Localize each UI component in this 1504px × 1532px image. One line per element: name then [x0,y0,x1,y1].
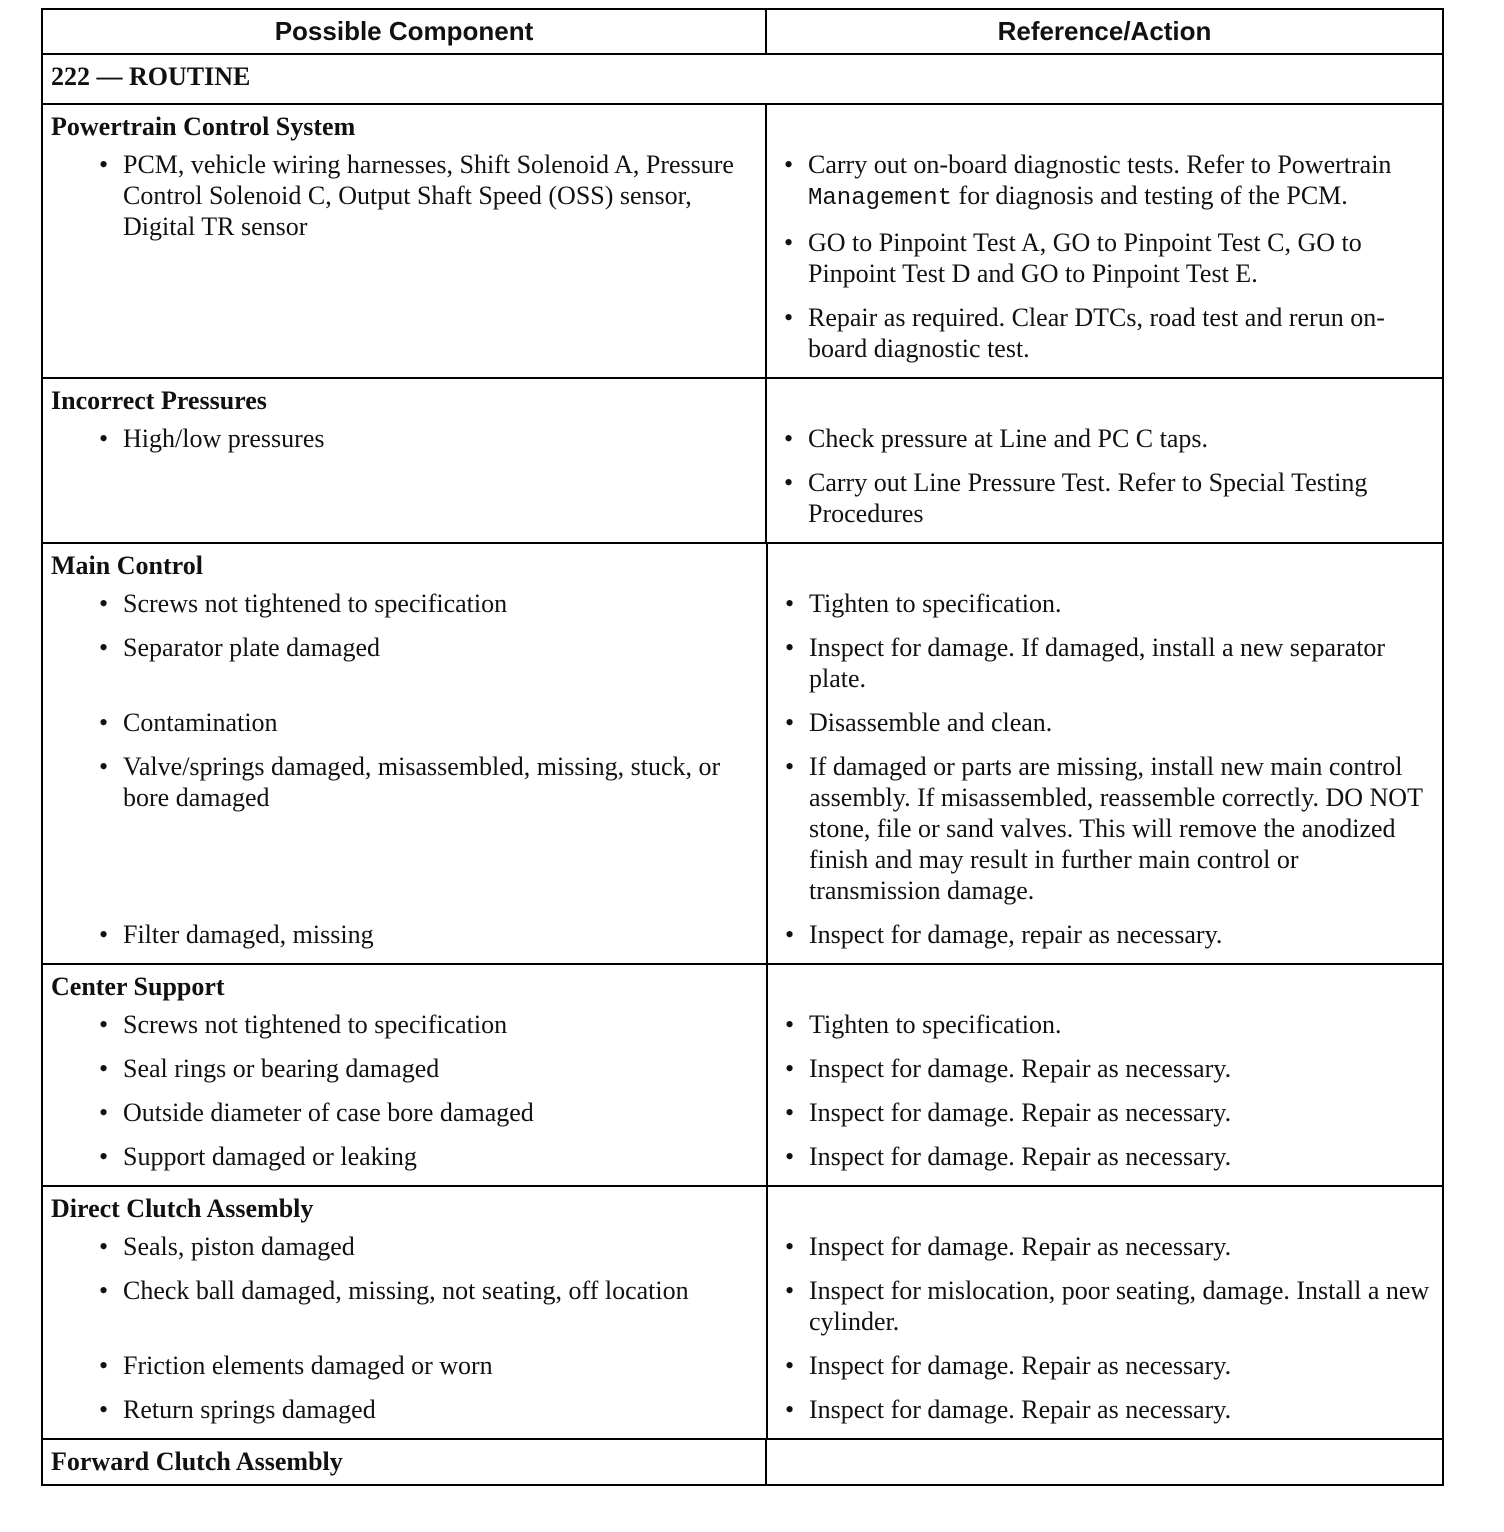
action-text: Carry out on-board diagnostic tests. Refer to Powertrain [808,150,1392,179]
pair-row [43,1394,1444,1438]
action-list [768,1350,1444,1381]
list-item [43,1053,766,1084]
item-text: Friction elements damaged or worn [123,1351,493,1380]
bullet-icon: • [99,1276,109,1305]
component-cell [43,1275,767,1350]
column-header-reference-action: Reference/Action [766,9,1443,54]
section-title-row [43,965,1444,1009]
component-cell [43,1394,767,1438]
item-text: Check ball damaged, missing, not seating, off location [123,1276,689,1305]
list-item [43,1231,766,1262]
component-list [43,1350,766,1381]
item-text: Filter damaged, missing [123,920,374,949]
list-item [43,751,766,813]
list-item [768,751,1444,906]
item-text: Outside diameter of case bore damaged [123,1098,534,1127]
item-text: PCM, vehicle wiring harnesses, Shift Solenoid A, Pressure Control Solenoid C, Output Shaft Speed (OSS) sensor, Digital TR sensor [123,150,734,241]
bullet-icon: • [99,1232,109,1261]
component-cell [43,1009,767,1053]
action-cell [767,707,1444,751]
list-item [43,1350,766,1381]
pair-row [43,588,1444,632]
component-list [43,1053,766,1084]
bullet-icon: • [785,1276,795,1305]
component-cell [43,1350,767,1394]
component-list [43,1009,766,1040]
bullet-icon: • [99,633,109,662]
bullet-icon: • [99,1395,109,1424]
list-item [43,1141,766,1172]
list-item [43,919,766,950]
pair-row [43,1097,1444,1141]
action-cell [767,1141,1444,1185]
component-list [43,751,766,813]
pair-row [43,751,1444,919]
bullet-icon: • [99,708,109,737]
bullet-icon: • [784,303,794,332]
section-row [42,543,1443,964]
action-cell [767,632,1444,707]
action-text: Carry out Line Pressure Test. Refer to Special Testing Procedures [808,468,1368,528]
action-list [768,1394,1444,1425]
action-cell [767,588,1444,632]
action-cell [767,1231,1444,1275]
component-cell [42,964,1443,1186]
action-list [768,1141,1444,1172]
item-text: Contamination [123,708,278,737]
action-list [768,1097,1444,1128]
list-item [43,1275,766,1306]
spacer [767,1440,1442,1484]
action-cell [767,1394,1444,1438]
pair-row [43,1053,1444,1097]
action-cell [767,751,1444,919]
section-title-blank [767,1187,1444,1231]
list-item [768,919,1444,950]
item-text: Seal rings or bearing damaged [123,1054,440,1083]
column-header-possible-component: Possible Component [42,9,766,54]
bullet-icon: • [99,1098,109,1127]
list-item [43,1097,766,1128]
item-text: Disassemble and clean. [809,708,1053,737]
component-list [43,149,765,242]
table-header-row [42,9,1443,54]
diagnosis-table [41,8,1444,1486]
action-cell [766,1439,1443,1485]
action-text: Check pressure at Line and PC C taps. [808,424,1209,453]
list-item [43,632,766,663]
dtc-code-label: 222 — ROUTINE [42,54,1443,104]
pair-row [43,1009,1444,1053]
component-cell [42,378,766,543]
bullet-icon: • [99,1010,109,1039]
pair-table [43,965,1444,1185]
item-text: Valve/springs damaged, misassembled, missing, stuck, or bore damaged [123,752,721,812]
section-title: Powertrain Control System [51,112,356,141]
item-text: Seals, piston damaged [123,1232,355,1261]
component-list [43,588,766,619]
section-row [42,1439,1443,1485]
action-list [768,751,1444,906]
component-list [43,1097,766,1128]
pair-table [43,544,1444,963]
bullet-icon: • [785,1351,795,1380]
component-list [43,707,766,738]
list-item [43,1009,766,1040]
bullet-icon: • [785,633,795,662]
section-title: Forward Clutch Assembly [51,1447,343,1476]
pair-row [43,632,1444,707]
list-item [43,1394,766,1425]
bullet-icon: • [785,708,795,737]
section-title-blank [767,544,1444,588]
action-list [767,423,1442,529]
bullet-icon: • [784,424,794,453]
pair-row [43,1350,1444,1394]
item-text: Inspect for damage. Repair as necessary. [809,1142,1232,1171]
action-list [768,588,1444,619]
list-item [767,227,1442,289]
section-title-row [43,1187,1444,1231]
action-list [768,1053,1444,1084]
list-item [768,707,1444,738]
bullet-icon: • [785,589,795,618]
action-list [767,149,1442,364]
list-item [767,302,1442,364]
component-cell [43,1053,767,1097]
section-title-cell [43,1187,767,1231]
item-text: Screws not tightened to specification [123,589,508,618]
list-item [768,588,1444,619]
action-cell [766,378,1443,543]
bullet-icon: • [99,752,109,781]
section-row [42,1186,1443,1439]
list-item [767,467,1442,529]
component-cell [43,707,767,751]
list-item [43,707,766,738]
component-list [43,1394,766,1425]
bullet-icon: • [785,752,795,781]
item-text: Inspect for damage, repair as necessary. [809,920,1223,949]
bullet-icon: • [99,920,109,949]
component-list [43,423,765,454]
bullet-icon: • [784,150,794,179]
bullet-icon: • [99,150,109,179]
item-text: Return springs damaged [123,1395,376,1424]
spacer [767,105,1442,149]
bullet-icon: • [785,1098,795,1127]
item-text: Inspect for damage. If damaged, install a new separator plate. [809,633,1386,693]
action-list [768,919,1444,950]
component-list [43,632,766,663]
list-item [768,632,1444,694]
bullet-icon: • [99,1142,109,1171]
pair-row [43,1141,1444,1185]
component-cell [43,632,767,707]
item-text: If damaged or parts are missing, install new main control assembly. If misassembled, reassemble correctly. DO NOT stone, file or sand valves. This will remove the anodized finish and may result in further main control or transmission damage. [809,752,1423,905]
list-item [43,423,765,454]
section-title-cell [43,965,767,1009]
section-title-cell [43,544,767,588]
section-title-row [43,544,1444,588]
list-item [768,1231,1444,1262]
action-cell [767,1097,1444,1141]
list-item [768,1009,1444,1040]
component-cell [43,1097,767,1141]
component-list [43,1141,766,1172]
list-item [767,423,1442,454]
list-item [768,1141,1444,1172]
item-text: Inspect for damage. Repair as necessary. [809,1232,1232,1261]
bullet-icon: • [785,1142,795,1171]
item-text: Screws not tightened to specification [123,1010,508,1039]
action-text: for diagnosis and testing of the PCM. [952,181,1348,210]
item-text: Tighten to specification. [809,589,1062,618]
section-title: Center Support [51,972,225,1001]
list-item [768,1097,1444,1128]
section-row [42,378,1443,543]
item-text: Inspect for damage. Repair as necessary. [809,1054,1232,1083]
item-text: Tighten to specification. [809,1010,1062,1039]
action-cell [767,1053,1444,1097]
pair-row [43,707,1444,751]
item-text: High/low pressures [123,424,325,453]
component-cell [43,919,767,963]
component-cell [42,543,1443,964]
section-row [42,964,1443,1186]
item-text: Inspect for damage. Repair as necessary. [809,1395,1232,1424]
list-item [768,1350,1444,1381]
bullet-icon: • [99,1054,109,1083]
bullet-icon: • [785,1010,795,1039]
action-list [768,707,1444,738]
bullet-icon: • [785,1232,795,1261]
action-list [768,1275,1444,1337]
bullet-icon: • [784,468,794,497]
bullet-icon: • [785,920,795,949]
component-cell [42,1186,1443,1439]
component-list [43,919,766,950]
action-cell [767,1275,1444,1350]
action-cell [767,1009,1444,1053]
action-list [768,1009,1444,1040]
component-cell [43,1231,767,1275]
spacer [767,379,1442,423]
item-text: Support damaged or leaking [123,1142,417,1171]
component-list [43,1231,766,1262]
section-title: Main Control [51,551,203,580]
pair-row [43,1231,1444,1275]
bullet-icon: • [785,1395,795,1424]
action-text-mono: Management [808,185,953,212]
bullet-icon: • [99,1351,109,1380]
section-title: Incorrect Pressures [51,386,267,415]
item-text: Inspect for damage. Repair as necessary. [809,1098,1232,1127]
item-text: Inspect for damage. Repair as necessary. [809,1351,1232,1380]
component-cell [43,751,767,919]
list-item [767,149,1442,214]
code-row [42,54,1443,104]
bullet-icon: • [99,424,109,453]
component-cell [42,104,766,378]
component-list [43,1275,766,1306]
list-item [768,1275,1444,1337]
item-text: Inspect for mislocation, poor seating, damage. Install a new cylinder. [809,1276,1430,1336]
list-item [768,1394,1444,1425]
pair-row [43,1275,1444,1350]
component-cell [42,1439,766,1485]
action-text: Repair as required. Clear DTCs, road test and rerun on-board diagnostic test. [808,303,1385,363]
pair-row [43,919,1444,963]
action-list [768,1231,1444,1262]
component-cell [43,588,767,632]
component-cell [43,1141,767,1185]
section-row [42,104,1443,378]
action-text: GO to Pinpoint Test A, GO to Pinpoint Test C, GO to Pinpoint Test D and GO to Pinpoint Test E. [808,228,1362,288]
action-list [768,632,1444,694]
bullet-icon: • [99,589,109,618]
list-item [768,1053,1444,1084]
action-cell [767,1350,1444,1394]
section-title: Direct Clutch Assembly [51,1194,314,1223]
list-item [43,588,766,619]
pair-table [43,1187,1444,1438]
action-cell [766,104,1443,378]
action-cell [767,919,1444,963]
bullet-icon: • [785,1054,795,1083]
list-item [43,149,765,242]
section-title-blank [767,965,1444,1009]
item-text: Separator plate damaged [123,633,380,662]
bullet-icon: • [784,228,794,257]
